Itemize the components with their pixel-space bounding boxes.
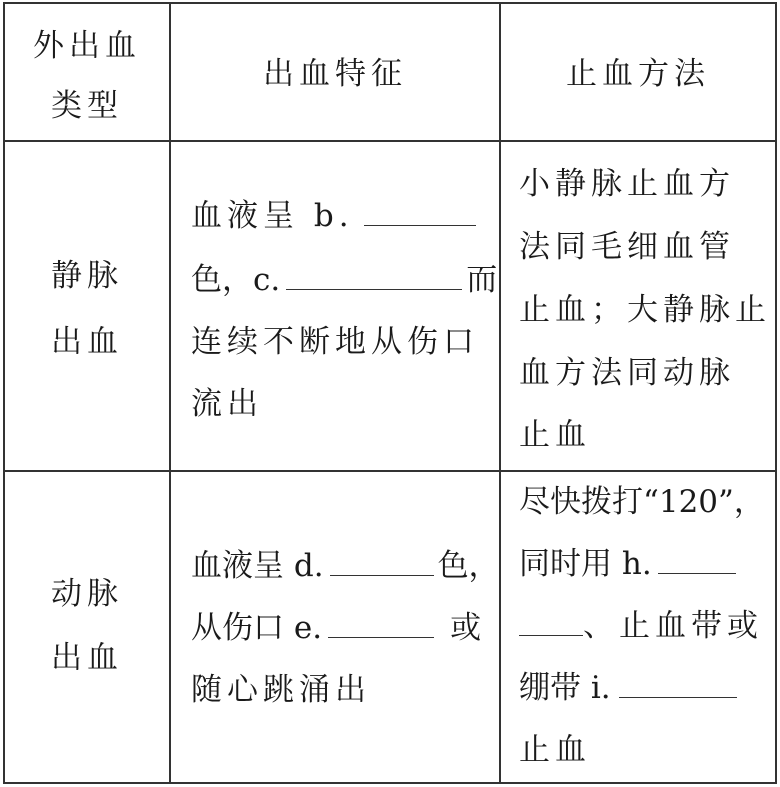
- artery-feature-a: 血液呈 d.: [191, 548, 324, 584]
- artery-feature-d: 或: [450, 610, 482, 646]
- artery-method-5: 止血: [519, 732, 591, 768]
- vein-feature-b: 色，c.: [191, 262, 281, 298]
- artery-method-3: 、止血带或: [583, 608, 763, 644]
- artery-feature-e: 随心跳涌出: [191, 672, 371, 708]
- vein-method-1: 小静脉止血方: [519, 166, 735, 202]
- header-methods-cell: [500, 3, 776, 141]
- artery-feature-b: 色，: [437, 548, 500, 584]
- vein-method-4: 血方法同动脉: [519, 355, 735, 391]
- artery-method-2: 同时用 h.: [519, 546, 652, 582]
- artery-method-4: 绷带 i.: [519, 670, 611, 706]
- vein-feature-d: 连续不断地从伤口: [191, 324, 479, 360]
- vein-feature-e: 流出: [191, 386, 263, 422]
- header-methods: 止血方法: [566, 56, 710, 92]
- blank-h-part2: [519, 609, 583, 636]
- artery-method-1: 尽快拨打“120”，: [519, 484, 765, 520]
- vein-type-line1: 静脉: [51, 258, 123, 294]
- blank-i: [619, 671, 737, 698]
- vein-type-line2: 出血: [51, 324, 123, 360]
- blank-d: [330, 549, 434, 576]
- header-type-line2: 类型: [51, 88, 123, 124]
- artery-type-line2: 出血: [51, 640, 123, 676]
- artery-feature-c: 从伤口 e.: [191, 610, 323, 646]
- vein-features-cell: [170, 141, 500, 471]
- vein-method-3: 止血；大静脉止: [519, 292, 771, 328]
- blank-c: [286, 263, 462, 290]
- blank-e: [328, 611, 434, 638]
- artery-methods-cell: [500, 471, 776, 783]
- header-row: [4, 3, 776, 141]
- header-type-line1: 外出血: [33, 28, 141, 64]
- header-type-cell: [4, 3, 170, 141]
- vein-type-cell: [4, 141, 170, 471]
- header-features: 出血特征: [263, 56, 407, 92]
- artery-type-line1: 动脉: [51, 576, 123, 612]
- vein-feature-c: 而: [466, 262, 498, 298]
- artery-row: [4, 471, 776, 783]
- bleeding-table: [3, 2, 777, 784]
- vein-feature-a: 血液呈 b.: [191, 198, 354, 234]
- artery-type-cell: [4, 471, 170, 783]
- vein-methods-cell: [500, 141, 776, 471]
- artery-features-cell: [170, 471, 500, 783]
- vein-row: [4, 141, 776, 471]
- blank-b: [364, 199, 476, 226]
- blank-h-part1: [658, 547, 736, 574]
- header-features-cell: [170, 3, 500, 141]
- vein-method-5: 止血: [519, 417, 591, 453]
- vein-method-2: 法同毛细血管: [519, 229, 735, 265]
